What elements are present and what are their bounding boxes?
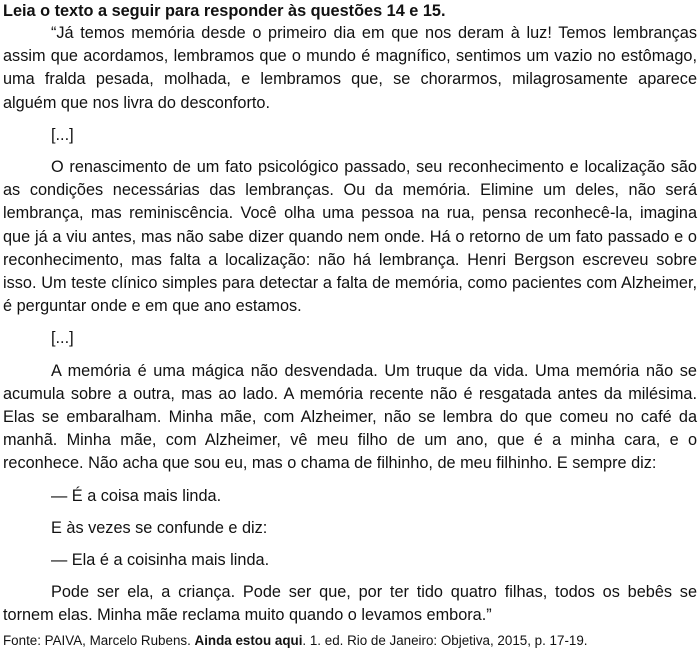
spacer [3, 318, 697, 327]
source-citation [3, 632, 697, 650]
ellipsis-1: [...] [51, 125, 74, 144]
source-prefix: Fonte: PAIVA, Marcelo Rubens. [3, 632, 195, 648]
paragraph-2: O renascimento de um fato psicológico passado, seu reconhecimento e localização são as condições necessárias das lembranças. Ou da memória. Elimine um deles, não será lembrança, mas reminiscência. Você olha uma pessoa na rua, pensa reconhecê-la, imagina que já a viu antes, mas não sabe dizer quando nem onde. Há o retorno de um fato passado e o reconhecimento, mas falta a localização: não há lembrança. Henri Bergson escreveu sobre isso. Um teste clínico simples para detectar a falta de memória, como pacientes com Alzheimer, é perguntar onde e em que ano estamos. [3, 158, 697, 316]
ellipsis-2: [...] [51, 329, 74, 348]
paragraph-3: A memória é uma mágica não desvendada. Um truque da vida. Uma memória não se acumula sobre a outra, mas ao lado. A memória recente não é resgatada antes da milésima. Elas se embaralham. Minha mãe, com Alzheimer, não se lembra do que comeu no café da manhã. Minha mãe, com Alzheimer, vê meu filho de um ano, que é a minha cara, e o reconhece. Não acha que sou eu, mas o chama de filhinho, de meu filhinho. E sempre diz: [3, 361, 697, 473]
source-book-title: Ainda estou aqui [194, 632, 303, 648]
spacer [3, 508, 697, 517]
spacer [3, 115, 697, 124]
source-suffix: . 1. ed. Rio de Janeiro: Objetiva, 2015, p. 17-19. [302, 632, 588, 648]
paragraph-1: “Já temos memória desde o primeiro dia em que nos deram à luz! Temos lembranças assim que acordamos, lembramos que o mundo é magnífico, sentimos um vazio no estômago, uma fralda pesada, molhada, e lembramos que, se chorarmos, milagrosamente aparece alguém que nos livra do desconforto. [3, 24, 697, 112]
paragraph-4: E às vezes se confunde e diz: [51, 518, 268, 537]
quote-line-2: — Ela é a coisinha mais linda. [51, 551, 270, 570]
spacer [3, 572, 697, 581]
spacer [3, 540, 697, 549]
instruction-heading: Leia o texto a seguir para responder às questões 14 e 15. [3, 2, 446, 20]
spacer [3, 476, 697, 485]
quote-line-1: — É a coisa mais linda. [51, 486, 222, 505]
spacer [3, 351, 697, 360]
spacer [3, 147, 697, 156]
paragraph-5: Pode ser ela, a criança. Pode ser que, por ter tido quatro filhas, todos os bebês se tornem elas. Minha mãe reclama muito quando o levamos embora.” [3, 583, 697, 625]
